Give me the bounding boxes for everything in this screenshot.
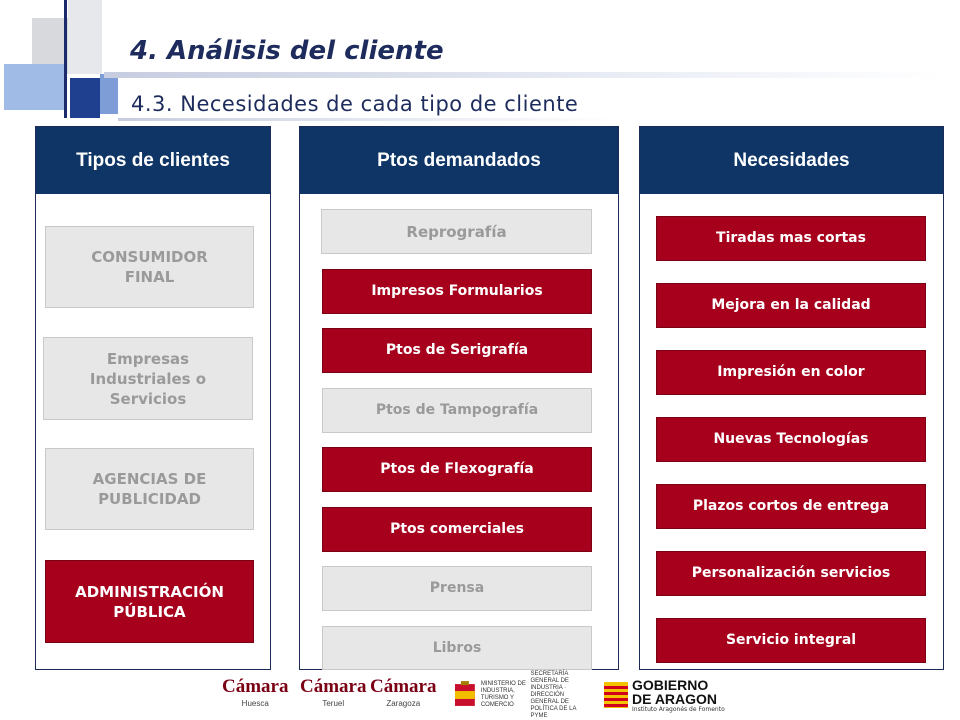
product-prensa[interactable]: Prensa [322, 566, 592, 611]
logo-ministerio: MINISTERIO DE INDUSTRIA, TURISMO Y COMERCIO SECRETARÍA GENERAL DE INDUSTRIA · DIRECCIÓN GENERAL DE POLÍTICA DE LA PYME [452, 674, 592, 716]
header-decoration-square [68, 0, 102, 74]
aragon-flag-icon [604, 680, 628, 710]
need-plazos[interactable]: Plazos cortos de entrega [656, 484, 926, 529]
column-heading: Ptos demandados [300, 127, 618, 194]
header-decoration-square [4, 64, 66, 110]
need-personalizacion[interactable]: Personalización servicios [656, 551, 926, 596]
product-flexografia[interactable]: Ptos de Flexografía [322, 447, 592, 492]
product-impresos-formularios[interactable]: Impresos Formularios [322, 269, 592, 314]
product-serigrafia[interactable]: Ptos de Serigrafía [322, 328, 592, 373]
header-decoration-line [64, 0, 67, 118]
client-type-empresas[interactable]: Empresas Industriales o Servicios [43, 337, 253, 420]
logo-camara-huesca: Cámara Huesca [222, 676, 289, 708]
product-libros[interactable]: Libros [322, 626, 592, 670]
spain-coat-of-arms-icon [452, 680, 478, 710]
logo-camara-zaragoza: Cámara Zaragoza [370, 676, 437, 708]
column-heading: Tipos de clientes [36, 127, 270, 194]
page-subtitle: 4.3. Necesidades de cada tipo de cliente [131, 92, 579, 116]
column-heading: Necesidades [640, 127, 943, 194]
header-decoration-line [104, 72, 944, 78]
need-tecnologias[interactable]: Nuevas Tecnologías [656, 417, 926, 462]
header-decoration-line [118, 118, 618, 121]
need-servicio-integral[interactable]: Servicio integral [656, 618, 926, 663]
product-comerciales[interactable]: Ptos comerciales [322, 507, 592, 552]
need-tiradas[interactable]: Tiradas mas cortas [656, 216, 926, 261]
client-type-administracion[interactable]: ADMINISTRACIÓN PÚBLICA [45, 560, 254, 643]
page-title: 4. Análisis del cliente [130, 36, 444, 66]
header-decoration-square [100, 74, 118, 114]
logo-gobierno-aragon: GOBIERNO DE ARAGON Instituto Aragonés de Fomento [604, 674, 725, 716]
client-type-consumidor-final[interactable]: CONSUMIDOR FINAL [45, 226, 254, 308]
need-calidad[interactable]: Mejora en la calidad [656, 283, 926, 328]
need-color[interactable]: Impresión en color [656, 350, 926, 395]
client-type-agencias[interactable]: AGENCIAS DE PUBLICIDAD [45, 448, 254, 530]
header-decoration-square [70, 78, 100, 118]
product-reprografia[interactable]: Reprografía [321, 209, 592, 254]
logo-camara-teruel: Cámara Teruel [300, 676, 367, 708]
product-tampografia[interactable]: Ptos de Tampografía [322, 388, 592, 433]
